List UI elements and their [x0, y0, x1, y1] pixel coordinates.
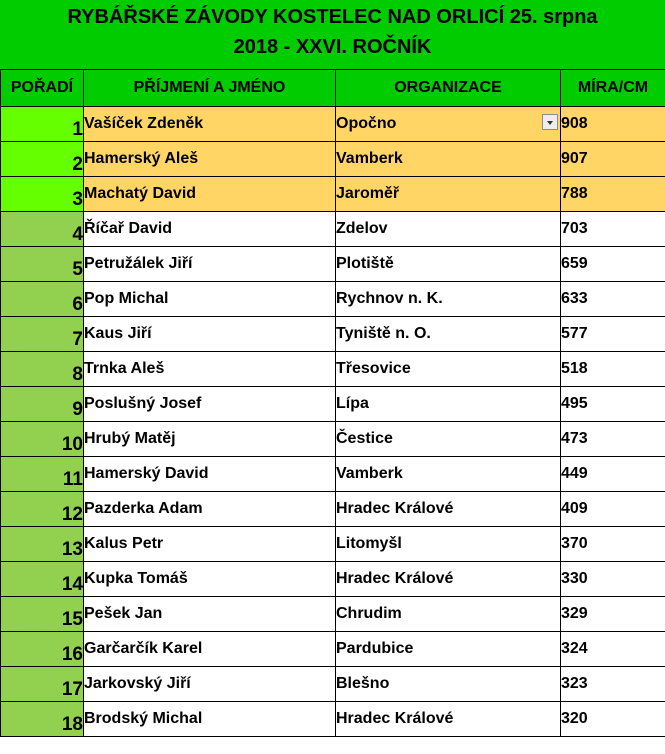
name-cell[interactable]: Hamerský David	[84, 457, 336, 492]
title-line-1: RYBÁŘSKÉ ZÁVODY KOSTELEC NAD ORLICÍ 25. srpna	[67, 6, 598, 28]
organization-cell[interactable]: Tyniště n. O.	[336, 317, 561, 352]
rank-cell[interactable]: 5	[1, 247, 84, 282]
rank-cell[interactable]: 1	[1, 107, 84, 142]
measure-cell[interactable]: 495	[561, 387, 665, 422]
rank-cell[interactable]: 4	[1, 212, 84, 247]
organization-cell[interactable]: Lípa	[336, 387, 561, 422]
rank-cell[interactable]: 10	[1, 422, 84, 457]
name-cell[interactable]: Kaus Jiří	[84, 317, 336, 352]
organization-cell[interactable]: Litomyšl	[336, 527, 561, 562]
table-row	[1, 247, 665, 282]
table-row	[1, 212, 665, 247]
name-cell[interactable]: Vašíček Zdeněk	[84, 107, 336, 142]
measure-cell[interactable]: 320	[561, 702, 665, 737]
table-row	[1, 107, 665, 142]
table-row	[1, 352, 665, 387]
organization-cell[interactable]: Plotiště	[336, 247, 561, 282]
organization-cell[interactable]: Pardubice	[336, 632, 561, 667]
rank-cell[interactable]: 6	[1, 282, 84, 317]
table-row	[1, 667, 665, 702]
measure-cell[interactable]: 518	[561, 352, 665, 387]
name-cell[interactable]: Garčarčík Karel	[84, 632, 336, 667]
name-cell[interactable]: Poslušný Josef	[84, 387, 336, 422]
table-row	[1, 632, 665, 667]
name-cell[interactable]: Brodský Michal	[84, 702, 336, 737]
measure-cell[interactable]: 659	[561, 247, 665, 282]
table-row	[1, 142, 665, 177]
name-cell[interactable]: Kupka Tomáš	[84, 562, 336, 597]
organization-cell[interactable]: Blešno	[336, 667, 561, 702]
measure-cell[interactable]: 323	[561, 667, 665, 702]
organization-cell[interactable]: Vamberk	[336, 142, 561, 177]
table-row	[1, 177, 665, 212]
name-cell[interactable]: Hrubý Matěj	[84, 422, 336, 457]
name-cell[interactable]: Petružálek Jiří	[84, 247, 336, 282]
name-cell[interactable]: Pazderka Adam	[84, 492, 336, 527]
table-row	[1, 597, 665, 632]
measure-cell[interactable]: 907	[561, 142, 665, 177]
measure-cell[interactable]: 633	[561, 282, 665, 317]
rank-cell[interactable]: 11	[1, 457, 84, 492]
measure-cell[interactable]: 409	[561, 492, 665, 527]
organization-cell[interactable]: Chrudim	[336, 597, 561, 632]
organization-cell[interactable]	[336, 107, 561, 142]
column-header-organization[interactable]: ORGANIZACE	[336, 70, 561, 107]
measure-cell[interactable]: 908	[561, 107, 665, 142]
measure-cell[interactable]: 324	[561, 632, 665, 667]
rank-cell[interactable]: 16	[1, 632, 84, 667]
organization-cell[interactable]: Vamberk	[336, 457, 561, 492]
name-cell[interactable]: Pop Michal	[84, 282, 336, 317]
name-cell[interactable]: Pešek Jan	[84, 597, 336, 632]
table-row	[1, 317, 665, 352]
organization-cell[interactable]: Čestice	[336, 422, 561, 457]
table-row	[1, 492, 665, 527]
measure-cell[interactable]: 788	[561, 177, 665, 212]
column-header-measure[interactable]: MÍRA/CM	[561, 70, 665, 107]
organization-cell[interactable]: Zdelov	[336, 212, 561, 247]
organization-cell[interactable]: Hradec Králové	[336, 562, 561, 597]
rank-cell[interactable]: 12	[1, 492, 84, 527]
measure-cell[interactable]: 577	[561, 317, 665, 352]
measure-cell[interactable]: 473	[561, 422, 665, 457]
name-cell[interactable]: Trnka Aleš	[84, 352, 336, 387]
column-header-rank[interactable]: POŘADÍ	[1, 70, 84, 107]
table-row	[1, 562, 665, 597]
rank-cell[interactable]: 18	[1, 702, 84, 737]
table-row	[1, 422, 665, 457]
organization-cell[interactable]: Hradec Králové	[336, 492, 561, 527]
column-header-name[interactable]: PŘÍJMENÍ A JMÉNO	[84, 70, 336, 107]
table-row	[1, 457, 665, 492]
rank-cell[interactable]: 13	[1, 527, 84, 562]
measure-cell[interactable]: 449	[561, 457, 665, 492]
rank-cell[interactable]: 3	[1, 177, 84, 212]
table-row	[1, 282, 665, 317]
name-cell[interactable]: Machatý David	[84, 177, 336, 212]
measure-cell[interactable]: 703	[561, 212, 665, 247]
rank-cell[interactable]: 17	[1, 667, 84, 702]
measure-cell[interactable]: 329	[561, 597, 665, 632]
organization-cell[interactable]: Hradec Králové	[336, 702, 561, 737]
rank-cell[interactable]: 15	[1, 597, 84, 632]
table-row	[1, 527, 665, 562]
dropdown-button[interactable]	[542, 114, 558, 130]
table-row	[1, 702, 665, 737]
organization-cell[interactable]: Rychnov n. K.	[336, 282, 561, 317]
name-cell[interactable]: Jarkovský Jiří	[84, 667, 336, 702]
chevron-down-icon	[547, 121, 553, 125]
rank-cell[interactable]: 2	[1, 142, 84, 177]
name-cell[interactable]: Kalus Petr	[84, 527, 336, 562]
rank-cell[interactable]: 14	[1, 562, 84, 597]
rank-cell[interactable]: 7	[1, 317, 84, 352]
organization-value: Opočno	[336, 115, 397, 132]
name-cell[interactable]: Hamerský Aleš	[84, 142, 336, 177]
title-banner[interactable]	[0, 0, 665, 69]
organization-cell[interactable]: Třesovice	[336, 352, 561, 387]
measure-cell[interactable]: 370	[561, 527, 665, 562]
name-cell[interactable]: Říčař David	[84, 212, 336, 247]
organization-cell[interactable]: Jaroměř	[336, 177, 561, 212]
header-row	[1, 70, 665, 107]
rank-cell[interactable]: 9	[1, 387, 84, 422]
table-row	[1, 387, 665, 422]
measure-cell[interactable]: 330	[561, 562, 665, 597]
rank-cell[interactable]: 8	[1, 352, 84, 387]
results-table	[0, 69, 665, 737]
title-line-2: 2018 - XXVI. ROČNÍK	[233, 36, 432, 58]
